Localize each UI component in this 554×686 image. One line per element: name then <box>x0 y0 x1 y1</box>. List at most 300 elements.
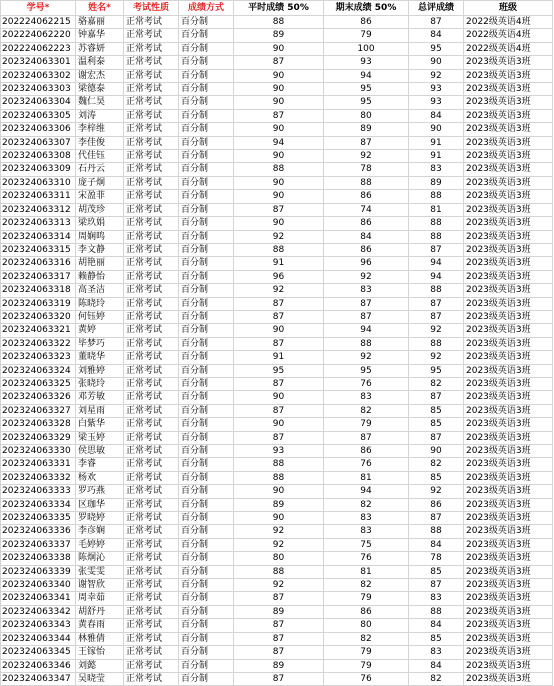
grading-method-cell[interactable]: 百分制 <box>179 605 234 618</box>
regular-score-cell[interactable]: 89 <box>234 498 324 511</box>
regular-score-cell[interactable]: 92 <box>234 579 324 592</box>
name-cell[interactable]: 邓芳敏 <box>76 391 124 404</box>
student-id-cell[interactable]: 202324063341 <box>1 592 76 605</box>
exam-type-cell[interactable]: 正常考试 <box>124 404 179 417</box>
name-cell[interactable]: 陈炯沁 <box>76 552 124 565</box>
total-score-cell[interactable]: 78 <box>409 552 464 565</box>
total-score-cell[interactable]: 93 <box>409 96 464 109</box>
student-id-cell[interactable]: 202224062215 <box>1 16 76 29</box>
grading-method-cell[interactable]: 百分制 <box>179 364 234 377</box>
class-cell[interactable]: 2023级英语3班 <box>464 190 553 203</box>
exam-type-cell[interactable]: 正常考试 <box>124 176 179 189</box>
grading-method-cell[interactable]: 百分制 <box>179 217 234 230</box>
student-id-cell[interactable]: 202224062223 <box>1 42 76 55</box>
exam-type-cell[interactable]: 正常考试 <box>124 498 179 511</box>
total-score-cell[interactable]: 85 <box>409 471 464 484</box>
name-cell[interactable]: 李文静 <box>76 243 124 256</box>
student-id-cell[interactable]: 202324063309 <box>1 163 76 176</box>
final-score-cell[interactable]: 75 <box>324 538 409 551</box>
grading-method-cell[interactable]: 百分制 <box>179 619 234 632</box>
name-cell[interactable]: 苏睿妍 <box>76 42 124 55</box>
total-score-cell[interactable]: 85 <box>409 418 464 431</box>
class-cell[interactable]: 2023级英语3班 <box>464 619 553 632</box>
name-cell[interactable]: 毛婷婷 <box>76 538 124 551</box>
class-cell[interactable]: 2023级英语3班 <box>464 56 553 69</box>
name-cell[interactable]: 庞子炯 <box>76 176 124 189</box>
regular-score-cell[interactable]: 90 <box>234 96 324 109</box>
student-id-cell[interactable]: 202324063346 <box>1 659 76 672</box>
final-score-cell[interactable]: 74 <box>324 203 409 216</box>
class-cell[interactable]: 2023级英语3班 <box>464 605 553 618</box>
grading-method-cell[interactable]: 百分制 <box>179 16 234 29</box>
student-id-cell[interactable]: 202324063325 <box>1 377 76 390</box>
exam-type-cell[interactable]: 正常考试 <box>124 364 179 377</box>
regular-score-cell[interactable]: 90 <box>234 217 324 230</box>
name-cell[interactable]: 张晓玲 <box>76 377 124 390</box>
class-cell[interactable]: 2022级英语4班 <box>464 42 553 55</box>
regular-score-cell[interactable]: 90 <box>234 69 324 82</box>
regular-score-cell[interactable]: 93 <box>234 445 324 458</box>
student-id-cell[interactable]: 202324063323 <box>1 351 76 364</box>
regular-score-cell[interactable]: 87 <box>234 377 324 390</box>
grading-method-cell[interactable]: 百分制 <box>179 565 234 578</box>
final-score-cell[interactable]: 76 <box>324 458 409 471</box>
total-score-cell[interactable]: 88 <box>409 337 464 350</box>
class-cell[interactable]: 2023级英语3班 <box>464 552 553 565</box>
grading-method-cell[interactable]: 百分制 <box>179 163 234 176</box>
class-cell[interactable]: 2023级英语3班 <box>464 364 553 377</box>
final-score-cell[interactable]: 83 <box>324 512 409 525</box>
student-id-cell[interactable]: 202324063333 <box>1 485 76 498</box>
student-id-cell[interactable]: 202324063326 <box>1 391 76 404</box>
header-exam-type[interactable]: 考试性质 <box>124 1 179 16</box>
header-total-score[interactable]: 总评成绩 <box>409 1 464 16</box>
exam-type-cell[interactable]: 正常考试 <box>124 230 179 243</box>
exam-type-cell[interactable]: 正常考试 <box>124 190 179 203</box>
final-score-cell[interactable]: 88 <box>324 176 409 189</box>
total-score-cell[interactable]: 82 <box>409 672 464 685</box>
regular-score-cell[interactable]: 88 <box>234 16 324 29</box>
total-score-cell[interactable]: 88 <box>409 605 464 618</box>
name-cell[interactable]: 胡舒丹 <box>76 605 124 618</box>
class-cell[interactable]: 2023级英语3班 <box>464 136 553 149</box>
class-cell[interactable]: 2023级英语3班 <box>464 672 553 685</box>
exam-type-cell[interactable]: 正常考试 <box>124 538 179 551</box>
class-cell[interactable]: 2023级英语3班 <box>464 445 553 458</box>
regular-score-cell[interactable]: 89 <box>234 29 324 42</box>
exam-type-cell[interactable]: 正常考试 <box>124 458 179 471</box>
total-score-cell[interactable]: 93 <box>409 83 464 96</box>
exam-type-cell[interactable]: 正常考试 <box>124 56 179 69</box>
regular-score-cell[interactable]: 90 <box>234 150 324 163</box>
student-id-cell[interactable]: 202324063305 <box>1 109 76 122</box>
grading-method-cell[interactable]: 百分制 <box>179 485 234 498</box>
total-score-cell[interactable]: 89 <box>409 176 464 189</box>
total-score-cell[interactable]: 82 <box>409 377 464 390</box>
final-score-cell[interactable]: 84 <box>324 230 409 243</box>
total-score-cell[interactable]: 87 <box>409 512 464 525</box>
final-score-cell[interactable]: 92 <box>324 351 409 364</box>
exam-type-cell[interactable]: 正常考试 <box>124 337 179 350</box>
name-cell[interactable]: 宋盈菲 <box>76 190 124 203</box>
final-score-cell[interactable]: 86 <box>324 605 409 618</box>
grading-method-cell[interactable]: 百分制 <box>179 83 234 96</box>
regular-score-cell[interactable]: 88 <box>234 243 324 256</box>
name-cell[interactable]: 周幸茹 <box>76 592 124 605</box>
student-id-cell[interactable]: 202324063306 <box>1 123 76 136</box>
final-score-cell[interactable]: 79 <box>324 418 409 431</box>
final-score-cell[interactable]: 86 <box>324 217 409 230</box>
total-score-cell[interactable]: 84 <box>409 619 464 632</box>
name-cell[interactable]: 温利泰 <box>76 56 124 69</box>
grading-method-cell[interactable]: 百分制 <box>179 391 234 404</box>
student-id-cell[interactable]: 202324063318 <box>1 284 76 297</box>
exam-type-cell[interactable]: 正常考试 <box>124 109 179 122</box>
student-id-cell[interactable]: 202324063343 <box>1 619 76 632</box>
class-cell[interactable]: 2023级英语3班 <box>464 391 553 404</box>
student-id-cell[interactable]: 202324063347 <box>1 672 76 685</box>
exam-type-cell[interactable]: 正常考试 <box>124 471 179 484</box>
final-score-cell[interactable]: 100 <box>324 42 409 55</box>
final-score-cell[interactable]: 92 <box>324 150 409 163</box>
name-cell[interactable]: 张雯雯 <box>76 565 124 578</box>
grading-method-cell[interactable]: 百分制 <box>179 579 234 592</box>
student-id-cell[interactable]: 202324063335 <box>1 512 76 525</box>
student-id-cell[interactable]: 202324063327 <box>1 404 76 417</box>
student-id-cell[interactable]: 202324063339 <box>1 565 76 578</box>
exam-type-cell[interactable]: 正常考试 <box>124 579 179 592</box>
student-id-cell[interactable]: 202324063302 <box>1 69 76 82</box>
total-score-cell[interactable]: 87 <box>409 579 464 592</box>
regular-score-cell[interactable]: 91 <box>234 351 324 364</box>
name-cell[interactable]: 罗晓婷 <box>76 512 124 525</box>
final-score-cell[interactable]: 96 <box>324 257 409 270</box>
regular-score-cell[interactable]: 89 <box>234 605 324 618</box>
exam-type-cell[interactable]: 正常考试 <box>124 123 179 136</box>
regular-score-cell[interactable]: 88 <box>234 458 324 471</box>
class-cell[interactable]: 2023级英语3班 <box>464 150 553 163</box>
total-score-cell[interactable]: 90 <box>409 56 464 69</box>
final-score-cell[interactable]: 82 <box>324 579 409 592</box>
class-cell[interactable]: 2023级英语3班 <box>464 458 553 471</box>
regular-score-cell[interactable]: 92 <box>234 525 324 538</box>
total-score-cell[interactable]: 90 <box>409 123 464 136</box>
total-score-cell[interactable]: 84 <box>409 659 464 672</box>
regular-score-cell[interactable]: 87 <box>234 297 324 310</box>
total-score-cell[interactable]: 94 <box>409 257 464 270</box>
total-score-cell[interactable]: 87 <box>409 243 464 256</box>
grading-method-cell[interactable]: 百分制 <box>179 646 234 659</box>
final-score-cell[interactable]: 94 <box>324 485 409 498</box>
regular-score-cell[interactable]: 87 <box>234 672 324 685</box>
exam-type-cell[interactable]: 正常考试 <box>124 324 179 337</box>
grading-method-cell[interactable]: 百分制 <box>179 136 234 149</box>
regular-score-cell[interactable]: 87 <box>234 431 324 444</box>
class-cell[interactable]: 2023级英语3班 <box>464 351 553 364</box>
class-cell[interactable]: 2023级英语3班 <box>464 109 553 122</box>
name-cell[interactable]: 黄婷 <box>76 324 124 337</box>
exam-type-cell[interactable]: 正常考试 <box>124 646 179 659</box>
total-score-cell[interactable]: 91 <box>409 150 464 163</box>
name-cell[interactable]: 李睿 <box>76 458 124 471</box>
name-cell[interactable]: 杨欢 <box>76 471 124 484</box>
regular-score-cell[interactable]: 87 <box>234 646 324 659</box>
name-cell[interactable]: 石丹云 <box>76 163 124 176</box>
student-id-cell[interactable]: 202324063308 <box>1 150 76 163</box>
regular-score-cell[interactable]: 88 <box>234 471 324 484</box>
grading-method-cell[interactable]: 百分制 <box>179 29 234 42</box>
class-cell[interactable]: 2023级英语3班 <box>464 96 553 109</box>
name-cell[interactable]: 骆嘉丽 <box>76 16 124 29</box>
name-cell[interactable]: 李佳俊 <box>76 136 124 149</box>
student-id-cell[interactable]: 202324063334 <box>1 498 76 511</box>
name-cell[interactable]: 董晓华 <box>76 351 124 364</box>
grading-method-cell[interactable]: 百分制 <box>179 458 234 471</box>
exam-type-cell[interactable]: 正常考试 <box>124 310 179 323</box>
total-score-cell[interactable]: 92 <box>409 485 464 498</box>
regular-score-cell[interactable]: 87 <box>234 203 324 216</box>
class-cell[interactable]: 2023级英语3班 <box>464 270 553 283</box>
grading-method-cell[interactable]: 百分制 <box>179 632 234 645</box>
student-id-cell[interactable]: 202324063338 <box>1 552 76 565</box>
name-cell[interactable]: 魏仁昊 <box>76 96 124 109</box>
regular-score-cell[interactable]: 89 <box>234 659 324 672</box>
exam-type-cell[interactable]: 正常考试 <box>124 605 179 618</box>
final-score-cell[interactable]: 83 <box>324 391 409 404</box>
student-id-cell[interactable]: 202324063330 <box>1 445 76 458</box>
final-score-cell[interactable]: 76 <box>324 552 409 565</box>
name-cell[interactable]: 高圣洁 <box>76 284 124 297</box>
regular-score-cell[interactable]: 94 <box>234 136 324 149</box>
student-id-cell[interactable]: 202324063321 <box>1 324 76 337</box>
regular-score-cell[interactable]: 87 <box>234 619 324 632</box>
final-score-cell[interactable]: 87 <box>324 136 409 149</box>
regular-score-cell[interactable]: 92 <box>234 230 324 243</box>
class-cell[interactable]: 2023级英语3班 <box>464 176 553 189</box>
name-cell[interactable]: 刘星雨 <box>76 404 124 417</box>
class-cell[interactable]: 2023级英语3班 <box>464 512 553 525</box>
student-id-cell[interactable]: 202324063344 <box>1 632 76 645</box>
regular-score-cell[interactable]: 87 <box>234 337 324 350</box>
name-cell[interactable]: 李彦娴 <box>76 525 124 538</box>
name-cell[interactable]: 赖静怡 <box>76 270 124 283</box>
student-id-cell[interactable]: 202224062220 <box>1 29 76 42</box>
class-cell[interactable]: 2023级英语3班 <box>464 257 553 270</box>
name-cell[interactable]: 梁德泰 <box>76 83 124 96</box>
regular-score-cell[interactable]: 87 <box>234 310 324 323</box>
class-cell[interactable]: 2023级英语3班 <box>464 310 553 323</box>
total-score-cell[interactable]: 94 <box>409 270 464 283</box>
grading-method-cell[interactable]: 百分制 <box>179 270 234 283</box>
class-cell[interactable]: 2023级英语3班 <box>464 498 553 511</box>
exam-type-cell[interactable]: 正常考试 <box>124 42 179 55</box>
total-score-cell[interactable]: 88 <box>409 284 464 297</box>
name-cell[interactable]: 梁玖娟 <box>76 217 124 230</box>
class-cell[interactable]: 2022级英语4班 <box>464 29 553 42</box>
exam-type-cell[interactable]: 正常考试 <box>124 659 179 672</box>
exam-type-cell[interactable]: 正常考试 <box>124 418 179 431</box>
total-score-cell[interactable]: 88 <box>409 525 464 538</box>
grading-method-cell[interactable]: 百分制 <box>179 297 234 310</box>
regular-score-cell[interactable]: 95 <box>234 364 324 377</box>
class-cell[interactable]: 2022级英语4班 <box>464 16 553 29</box>
total-score-cell[interactable]: 85 <box>409 565 464 578</box>
exam-type-cell[interactable]: 正常考试 <box>124 217 179 230</box>
exam-type-cell[interactable]: 正常考试 <box>124 16 179 29</box>
final-score-cell[interactable]: 86 <box>324 445 409 458</box>
exam-type-cell[interactable]: 正常考试 <box>124 525 179 538</box>
name-cell[interactable]: 胡茂珍 <box>76 203 124 216</box>
grading-method-cell[interactable]: 百分制 <box>179 310 234 323</box>
grading-method-cell[interactable]: 百分制 <box>179 538 234 551</box>
total-score-cell[interactable]: 84 <box>409 29 464 42</box>
exam-type-cell[interactable]: 正常考试 <box>124 257 179 270</box>
total-score-cell[interactable]: 87 <box>409 16 464 29</box>
exam-type-cell[interactable]: 正常考试 <box>124 632 179 645</box>
regular-score-cell[interactable]: 90 <box>234 512 324 525</box>
name-cell[interactable]: 陈晓玲 <box>76 297 124 310</box>
regular-score-cell[interactable]: 90 <box>234 485 324 498</box>
class-cell[interactable]: 2023级英语3班 <box>464 337 553 350</box>
name-cell[interactable]: 胡艳丽 <box>76 257 124 270</box>
name-cell[interactable]: 梁玉婷 <box>76 431 124 444</box>
regular-score-cell[interactable]: 90 <box>234 418 324 431</box>
total-score-cell[interactable]: 88 <box>409 230 464 243</box>
grading-method-cell[interactable]: 百分制 <box>179 592 234 605</box>
final-score-cell[interactable]: 81 <box>324 471 409 484</box>
grading-method-cell[interactable]: 百分制 <box>179 351 234 364</box>
total-score-cell[interactable]: 86 <box>409 498 464 511</box>
student-id-cell[interactable]: 202324063342 <box>1 605 76 618</box>
student-id-cell[interactable]: 202324063317 <box>1 270 76 283</box>
name-cell[interactable]: 黄春雨 <box>76 619 124 632</box>
final-score-cell[interactable]: 76 <box>324 377 409 390</box>
exam-type-cell[interactable]: 正常考试 <box>124 270 179 283</box>
final-score-cell[interactable]: 87 <box>324 431 409 444</box>
grading-method-cell[interactable]: 百分制 <box>179 672 234 685</box>
header-grading-method[interactable]: 成绩方式 <box>179 1 234 16</box>
name-cell[interactable]: 白紫华 <box>76 418 124 431</box>
class-cell[interactable]: 2023级英语3班 <box>464 632 553 645</box>
class-cell[interactable]: 2023级英语3班 <box>464 471 553 484</box>
final-score-cell[interactable]: 94 <box>324 324 409 337</box>
final-score-cell[interactable]: 79 <box>324 29 409 42</box>
grading-method-cell[interactable]: 百分制 <box>179 498 234 511</box>
regular-score-cell[interactable]: 88 <box>234 565 324 578</box>
regular-score-cell[interactable]: 87 <box>234 404 324 417</box>
final-score-cell[interactable]: 87 <box>324 310 409 323</box>
class-cell[interactable]: 2023级英语3班 <box>464 324 553 337</box>
exam-type-cell[interactable]: 正常考试 <box>124 565 179 578</box>
total-score-cell[interactable]: 82 <box>409 458 464 471</box>
student-id-cell[interactable]: 202324063310 <box>1 176 76 189</box>
class-cell[interactable]: 2023级英语3班 <box>464 243 553 256</box>
total-score-cell[interactable]: 92 <box>409 69 464 82</box>
final-score-cell[interactable]: 83 <box>324 284 409 297</box>
name-cell[interactable]: 周娴鸣 <box>76 230 124 243</box>
final-score-cell[interactable]: 81 <box>324 565 409 578</box>
regular-score-cell[interactable]: 92 <box>234 284 324 297</box>
exam-type-cell[interactable]: 正常考试 <box>124 445 179 458</box>
final-score-cell[interactable]: 83 <box>324 525 409 538</box>
final-score-cell[interactable]: 88 <box>324 337 409 350</box>
student-id-cell[interactable]: 202324063304 <box>1 96 76 109</box>
class-cell[interactable]: 2023级英语3班 <box>464 646 553 659</box>
student-id-cell[interactable]: 202324063316 <box>1 257 76 270</box>
grading-method-cell[interactable]: 百分制 <box>179 337 234 350</box>
exam-type-cell[interactable]: 正常考试 <box>124 431 179 444</box>
regular-score-cell[interactable]: 87 <box>234 56 324 69</box>
name-cell[interactable]: 刘雅婷 <box>76 364 124 377</box>
regular-score-cell[interactable]: 80 <box>234 552 324 565</box>
total-score-cell[interactable]: 92 <box>409 351 464 364</box>
class-cell[interactable]: 2023级英语3班 <box>464 203 553 216</box>
regular-score-cell[interactable]: 90 <box>234 190 324 203</box>
class-cell[interactable]: 2023级英语3班 <box>464 404 553 417</box>
final-score-cell[interactable]: 78 <box>324 163 409 176</box>
final-score-cell[interactable]: 87 <box>324 297 409 310</box>
grading-method-cell[interactable]: 百分制 <box>179 445 234 458</box>
class-cell[interactable]: 2023级英语3班 <box>464 69 553 82</box>
final-score-cell[interactable]: 79 <box>324 592 409 605</box>
student-id-cell[interactable]: 202324063307 <box>1 136 76 149</box>
total-score-cell[interactable]: 87 <box>409 310 464 323</box>
regular-score-cell[interactable]: 90 <box>234 42 324 55</box>
total-score-cell[interactable]: 87 <box>409 391 464 404</box>
regular-score-cell[interactable]: 90 <box>234 176 324 189</box>
final-score-cell[interactable]: 95 <box>324 83 409 96</box>
student-id-cell[interactable]: 202324063303 <box>1 83 76 96</box>
grading-method-cell[interactable]: 百分制 <box>179 109 234 122</box>
class-cell[interactable]: 2023级英语3班 <box>464 431 553 444</box>
student-id-cell[interactable]: 202324063345 <box>1 646 76 659</box>
class-cell[interactable]: 2023级英语3班 <box>464 659 553 672</box>
regular-score-cell[interactable]: 96 <box>234 270 324 283</box>
class-cell[interactable]: 2023级英语3班 <box>464 83 553 96</box>
header-final-score[interactable]: 期末成绩 50% <box>324 1 409 16</box>
final-score-cell[interactable]: 92 <box>324 270 409 283</box>
name-cell[interactable]: 李梓维 <box>76 123 124 136</box>
final-score-cell[interactable]: 94 <box>324 69 409 82</box>
total-score-cell[interactable]: 84 <box>409 109 464 122</box>
name-cell[interactable]: 谢智欣 <box>76 579 124 592</box>
exam-type-cell[interactable]: 正常考试 <box>124 592 179 605</box>
exam-type-cell[interactable]: 正常考试 <box>124 284 179 297</box>
class-cell[interactable]: 2023级英语3班 <box>464 230 553 243</box>
class-cell[interactable]: 2023级英语3班 <box>464 217 553 230</box>
name-cell[interactable]: 谢宏杰 <box>76 69 124 82</box>
name-cell[interactable]: 吴晓莹 <box>76 672 124 685</box>
final-score-cell[interactable]: 79 <box>324 659 409 672</box>
exam-type-cell[interactable]: 正常考试 <box>124 297 179 310</box>
grading-method-cell[interactable]: 百分制 <box>179 96 234 109</box>
grading-method-cell[interactable]: 百分制 <box>179 230 234 243</box>
exam-type-cell[interactable]: 正常考试 <box>124 672 179 685</box>
name-cell[interactable]: 何钰婷 <box>76 310 124 323</box>
grading-method-cell[interactable]: 百分制 <box>179 431 234 444</box>
grading-method-cell[interactable]: 百分制 <box>179 203 234 216</box>
header-student-id[interactable]: 学号* <box>1 1 76 16</box>
exam-type-cell[interactable]: 正常考试 <box>124 96 179 109</box>
class-cell[interactable]: 2023级英语3班 <box>464 579 553 592</box>
total-score-cell[interactable]: 90 <box>409 445 464 458</box>
final-score-cell[interactable]: 95 <box>324 96 409 109</box>
grading-method-cell[interactable]: 百分制 <box>179 552 234 565</box>
student-id-cell[interactable]: 202324063331 <box>1 458 76 471</box>
class-cell[interactable]: 2023级英语3班 <box>464 377 553 390</box>
total-score-cell[interactable]: 84 <box>409 538 464 551</box>
total-score-cell[interactable]: 95 <box>409 42 464 55</box>
